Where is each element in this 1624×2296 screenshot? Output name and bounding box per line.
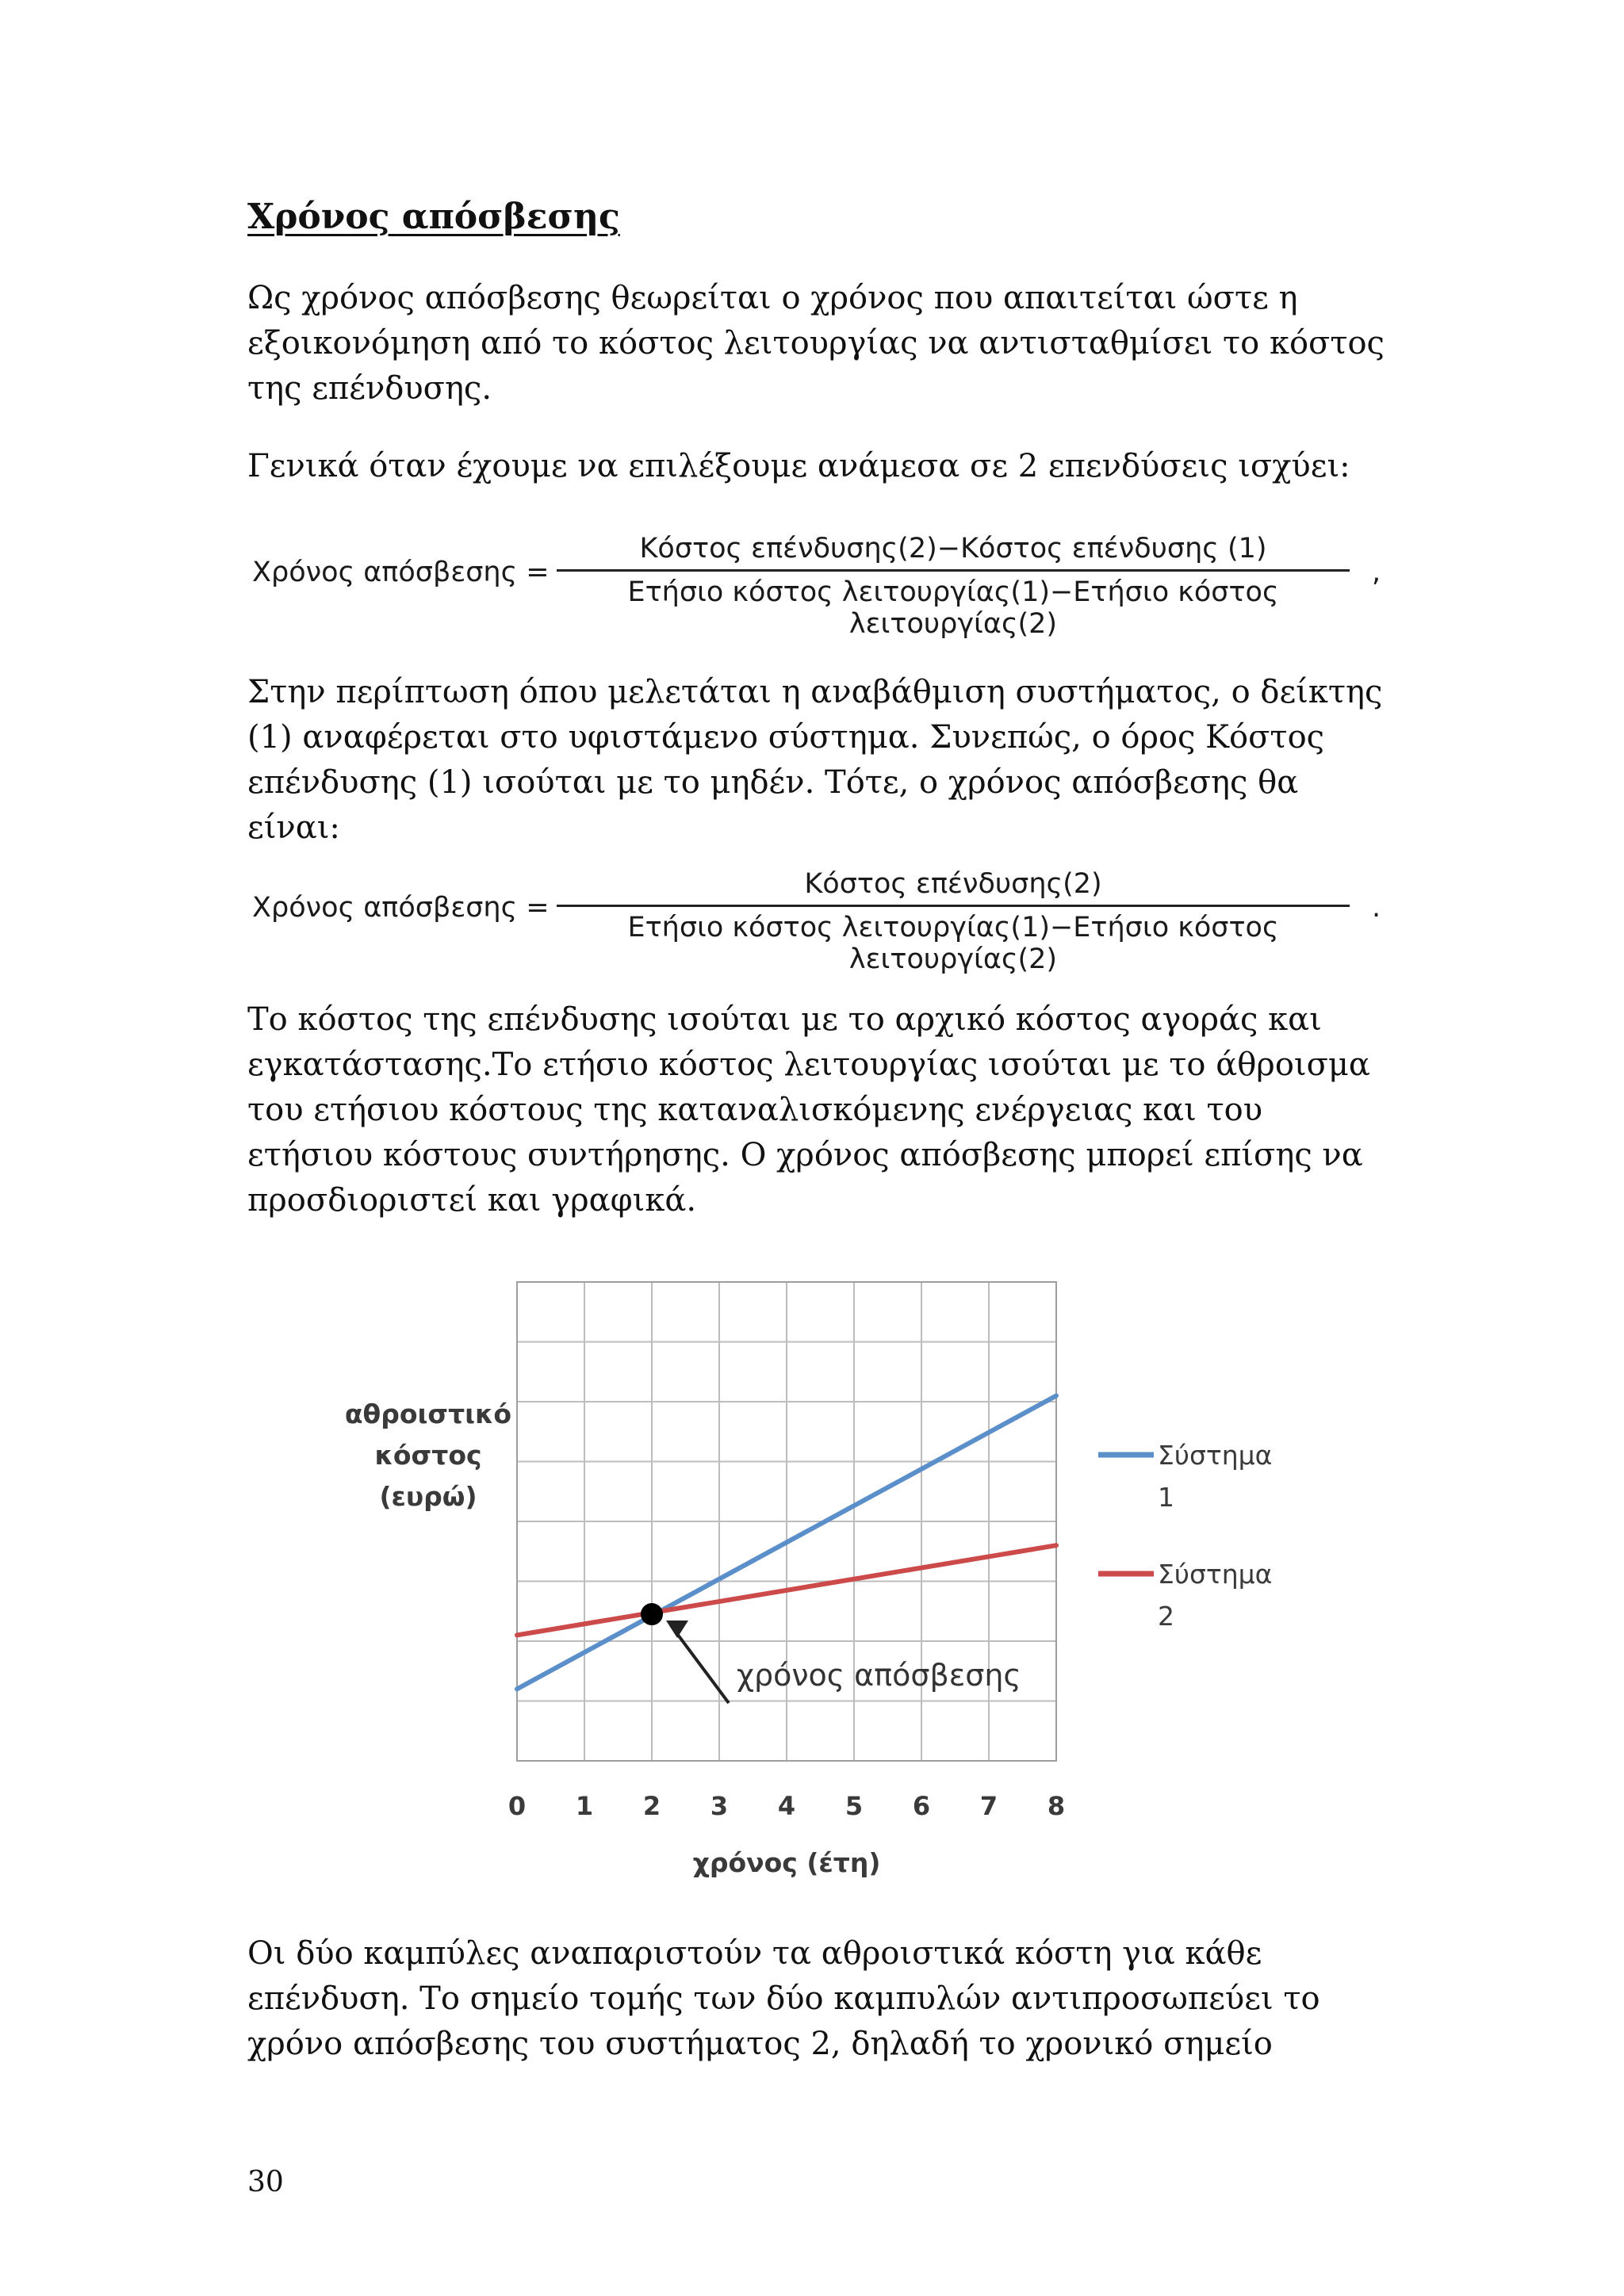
x-axis-label: χρόνος (έτη) xyxy=(692,1847,881,1878)
x-tick-label: 3 xyxy=(710,1791,729,1821)
annotation-arrow xyxy=(671,1625,729,1703)
formula-numerator: Κόστος επένδυσης(2)−Κόστος επένδυσης (1) xyxy=(639,533,1267,564)
formula-lhs: Χρόνος απόσβεσης = xyxy=(252,557,550,588)
x-tick-label: 8 xyxy=(1047,1791,1066,1821)
formula-fraction xyxy=(557,868,1350,975)
formula-fraction xyxy=(557,533,1350,640)
legend-label-1: 1 xyxy=(1158,1482,1174,1513)
paragraph-curves-explanation: Οι δύο καμπύλες αναπαριστούν τα αθροιστικά κόστη για κάθε επένδυση. Το σημείο τομής των δύο καμπυλών αντιπροσωπεύει το χρόνο απόσβεσης του συστήματος 2, δηλαδή το χρονικό σημείο xyxy=(247,1935,1320,2062)
x-tick-label: 2 xyxy=(642,1791,661,1821)
annotation-arrowhead xyxy=(666,1621,688,1638)
formula-denominator: Ετήσιο κόστος λειτουργίας(1)−Ετήσιο κόστος λειτουργίας(2) xyxy=(627,912,1279,975)
page-number: 30 xyxy=(247,2166,284,2198)
x-tick-label: 0 xyxy=(508,1791,527,1821)
paragraph-cost-definition: Το κόστος της επένδυσης ισούται με το αρχικό κόστος αγοράς και εγκατάστασης.Το ετήσιο κόστος λειτουργίας ισούται με το άθροισμα του ετήσιου κόστους της καταναλισκόμενης ενέργειας και του ετήσιου κόστους συντήρησης. Ο χρόνος απόσβεσης μπορεί επίσης να προσδιοριστεί και γραφικά. xyxy=(247,1001,1370,1219)
formula-denominator: Ετήσιο κόστος λειτουργίας(1)−Ετήσιο κόστος λειτουργίας(2) xyxy=(627,576,1279,640)
legend-label-2: 2 xyxy=(1158,1601,1174,1632)
x-tick-label: 5 xyxy=(845,1791,864,1821)
paragraph-definition: Ως χρόνος απόσβεσης θεωρείται ο χρόνος που απαιτείται ώστε η εξοικονόμηση από το κόστος λειτουργίας να αντισταθμίσει το κόστος της επένδυσης. xyxy=(247,280,1385,407)
x-tick-label: 6 xyxy=(912,1791,931,1821)
legend-label-2: Σύστημα xyxy=(1158,1559,1273,1590)
intersection-point xyxy=(641,1603,663,1625)
section-heading: Χρόνος απόσβεσης xyxy=(247,197,620,237)
formula-numerator: Κόστος επένδυσης(2) xyxy=(804,868,1102,900)
annotation-label: χρόνος απόσβεσης xyxy=(737,1658,1021,1693)
payback-chart xyxy=(301,1257,1332,1891)
formula-punctuation: , xyxy=(1372,557,1381,588)
formula-lhs: Χρόνος απόσβεσης = xyxy=(252,892,550,924)
formula-punctuation: . xyxy=(1372,892,1381,924)
payback-formula-upgrade xyxy=(247,868,1397,975)
legend-label-1: Σύστημα xyxy=(1158,1440,1273,1471)
paragraph-upgrade-case: Στην περίπτωση όπου μελετάται η αναβάθμιση συστήματος, ο δείκτης (1) αναφέρεται στο υφιστάμενο σύστημα. Συνεπώς, ο όρος Κόστος επένδυσης (1) ισούται με το μηδέν. Τότε, ο χρόνος απόσβεσης θα είναι: xyxy=(247,674,1383,846)
paragraph-general-rule: Γενικά όταν έχουμε να επιλέξουμε ανάμεσα σε 2 επενδύσεις ισχύει: xyxy=(247,448,1350,484)
payback-formula-general xyxy=(247,533,1397,640)
y-axis-label: αθροιστικό xyxy=(344,1399,512,1429)
y-axis-label: (ευρώ) xyxy=(379,1481,477,1512)
x-tick-label: 7 xyxy=(979,1791,998,1821)
y-axis-label: κόστος xyxy=(374,1440,482,1471)
x-tick-label: 1 xyxy=(575,1791,594,1821)
x-tick-label: 4 xyxy=(777,1791,796,1821)
